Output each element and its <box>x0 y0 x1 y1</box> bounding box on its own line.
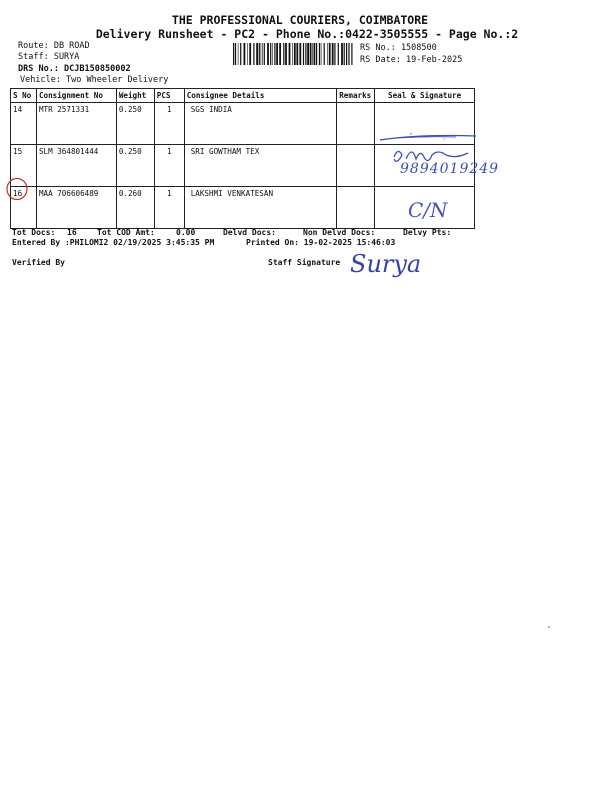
cell-consignee: LAKSHMI VENKATESAN <box>184 187 337 229</box>
cell-remarks <box>337 187 375 229</box>
cell-weight: 0.260 <box>116 187 154 229</box>
barcode-bar <box>279 43 281 65</box>
barcode-bar <box>296 43 298 65</box>
barcode-bar <box>319 43 320 65</box>
barcode-bar <box>299 43 301 65</box>
barcode-bar <box>312 43 313 65</box>
rs-number: RS No.: 1508500 <box>360 43 437 53</box>
barcode-bar <box>276 43 278 65</box>
cell-consignment: SLM 364801444 <box>36 145 116 187</box>
rs-date: RS Date: 19-Feb-2025 <box>360 55 463 65</box>
barcode-bar <box>324 43 325 65</box>
barcode-bar <box>247 43 248 65</box>
staff-signature-handwritten: Surya <box>350 250 422 278</box>
cell-weight: 0.250 <box>116 103 154 145</box>
barcode-bar <box>334 43 335 65</box>
cell-sno: 16 <box>11 187 37 229</box>
barcode-bar <box>346 43 347 65</box>
barcode-bar <box>259 43 260 65</box>
cell-remarks <box>337 103 375 145</box>
delvy-pts-label: Delvy Pts: <box>403 228 452 237</box>
printed-on: Printed On: 19-02-2025 15:46:03 <box>246 238 396 247</box>
col-weight: Weight <box>116 89 154 103</box>
runsheet-title: Delivery Runsheet - PC2 - Phone No.:0422-3505555 - Page No.:2 <box>95 27 519 41</box>
barcode-bar <box>270 43 271 65</box>
verified-by-label: Verified By <box>12 258 65 267</box>
tot-docs-value: 16 <box>67 228 77 237</box>
barcode-bar <box>285 43 287 65</box>
delvd-docs-label: Delvd Docs: <box>223 228 276 237</box>
barcode-bar <box>244 43 246 65</box>
cell-consignment: MTR 2571331 <box>36 103 116 145</box>
col-seal-signature: Seal & Signature <box>375 89 475 103</box>
barcode-bar <box>338 43 339 65</box>
col-remarks: Remarks <box>337 89 375 103</box>
table-header-row <box>11 89 475 103</box>
barcode-bar <box>310 43 312 65</box>
barcode-bar <box>283 43 284 65</box>
cell-consignment: MAA 706606489 <box>36 187 116 229</box>
barcode-bar <box>235 43 236 65</box>
cell-pcs: 1 <box>154 145 184 187</box>
cell-consignee: SRI GOWTHAM TEX <box>184 145 337 187</box>
barcode-bar <box>294 43 296 65</box>
barcode-bar <box>292 43 293 65</box>
barcode-bar <box>274 43 275 65</box>
drs-number: DRS No.: DCJB150850002 <box>18 64 131 74</box>
cell-pcs: 1 <box>154 103 184 145</box>
cell-consignee: SGS INDIA <box>184 103 337 145</box>
col-pcs: PCS <box>154 89 184 103</box>
cell-sno: 15 <box>11 145 37 187</box>
barcode-bar <box>238 43 239 65</box>
barcode-bar <box>233 43 234 65</box>
barcode-bar <box>344 43 345 65</box>
barcode-bar <box>264 43 265 65</box>
cell-remarks <box>337 145 375 187</box>
barcode-bar <box>261 43 262 65</box>
non-delvd-docs-label: Non Delvd Docs: <box>303 228 376 237</box>
barcode-bar <box>267 43 269 65</box>
barcode-bar <box>351 43 352 65</box>
barcode-bar <box>307 43 309 65</box>
cell-weight: 0.250 <box>116 145 154 187</box>
barcode-bar <box>262 43 263 65</box>
barcode-bar <box>314 43 316 65</box>
tot-cod-label: Tot COD Amt: <box>97 228 155 237</box>
cell-pcs: 1 <box>154 187 184 229</box>
table-row <box>11 187 475 229</box>
barcode-bar <box>289 43 291 65</box>
barcode <box>232 43 354 65</box>
barcode-bar <box>240 43 241 65</box>
tot-cod-value: 0.00 <box>176 228 196 237</box>
barcode-bar <box>327 43 328 65</box>
col-sno: S No <box>11 89 37 103</box>
barcode-bar <box>316 43 317 65</box>
vehicle-text: Vehicle: Two Wheeler Delivery <box>20 75 169 85</box>
circle-mark <box>4 176 30 202</box>
barcode-bar <box>249 43 251 65</box>
row15-phone-handwritten: 9894019249 <box>400 161 500 177</box>
route-text: Route: DB ROAD <box>18 41 90 51</box>
barcode-bar <box>321 43 322 65</box>
staff-text: Staff: SURYA <box>18 52 80 62</box>
staff-signature-label: Staff Signature <box>268 258 341 267</box>
barcode-bar <box>253 43 254 65</box>
entered-by: Entered By :PHILOMI2 02/19/2025 3:45:35 PM <box>12 238 215 247</box>
tot-docs-label: Tot Docs: <box>12 228 56 237</box>
barcode-bar <box>341 43 343 65</box>
scan-speck <box>548 626 550 628</box>
cell-sno: 14 <box>11 103 37 145</box>
barcode-bar <box>303 43 304 65</box>
barcode-bar <box>256 43 258 65</box>
barcode-bar <box>348 43 349 65</box>
barcode-bar <box>305 43 306 65</box>
company-title: THE PROFESSIONAL COURIERS, COIMBATORE <box>171 13 429 27</box>
barcode-bar <box>272 43 273 65</box>
col-consignee: Consignee Details <box>184 89 337 103</box>
row16-cn-handwritten: C/N <box>408 198 448 222</box>
barcode-bar <box>329 43 331 65</box>
col-consignment: Consignment No <box>36 89 116 103</box>
barcode-bar <box>332 43 334 65</box>
